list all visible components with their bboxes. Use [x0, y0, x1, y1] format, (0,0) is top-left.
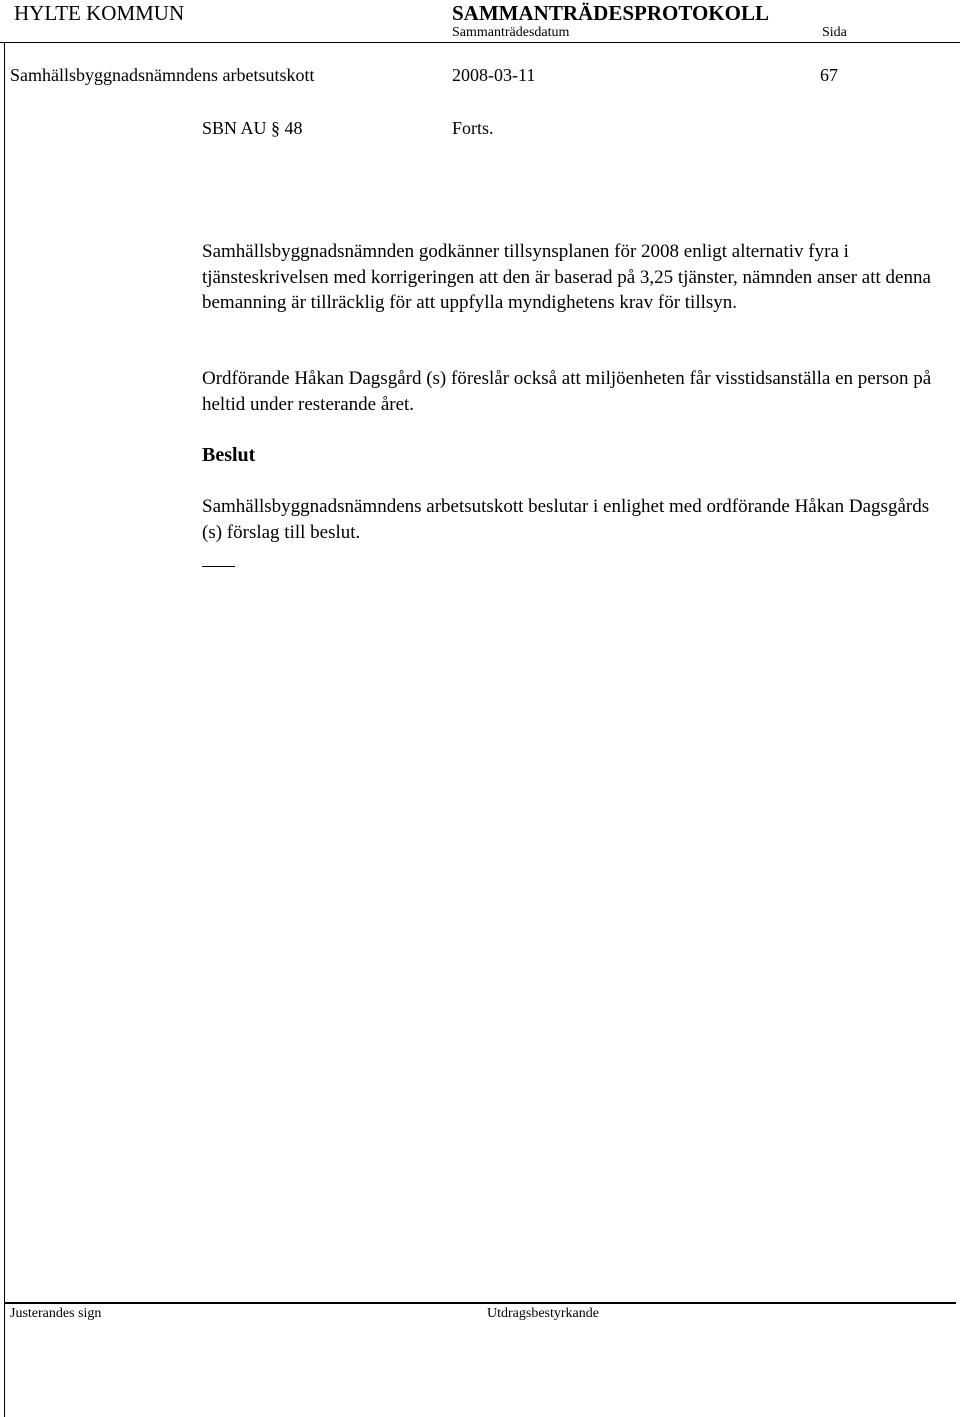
extract-certification-label: Utdragsbestyrkande	[487, 1306, 599, 1321]
organization-name: HYLTE KOMMUN	[14, 1, 185, 25]
header-divider	[0, 42, 960, 43]
document-type: SAMMANTRÄDESPROTOKOLL	[452, 1, 769, 25]
decision-heading: Beslut	[202, 444, 256, 466]
end-of-section-mark	[202, 566, 235, 567]
page-label: Sida	[822, 25, 847, 40]
page-number: 67	[820, 65, 838, 85]
paragraph-decision: Samhällsbyggnadsnämndens arbetsutskott beslutar i enlighet med ordförande Håkan Dagsgårds (s) förslag till beslut.	[202, 496, 930, 543]
meeting-date: 2008-03-11	[452, 65, 536, 85]
committee-name: Samhällsbyggnadsnämndens arbetsutskott	[10, 65, 315, 85]
paragraph-chair-proposal: Ordförande Håkan Dagsgård (s) föreslår också att miljöenheten får visstidsanställa en person på heltid under resterande året.	[202, 368, 932, 415]
signature-label: Justerandes sign	[10, 1306, 102, 1321]
paragraph-supervision-plan: Samhällsbyggnadsnämnden godkänner tillsynsplanen för 2008 enligt alternativ fyra i tjänsteskrivelsen med korrigeringen att den är baserad på 3,25 tjänster, nämnden anser att denna bemanning är tillräcklig för att uppfylla myndighetens krav för tillsyn.	[202, 241, 931, 313]
section-reference: SBN AU § 48	[202, 118, 303, 138]
footer-divider	[4, 1302, 956, 1304]
left-margin-line	[4, 42, 5, 1417]
meeting-date-label: Sammanträdesdatum	[452, 25, 570, 40]
continued-marker: Forts.	[452, 118, 494, 138]
